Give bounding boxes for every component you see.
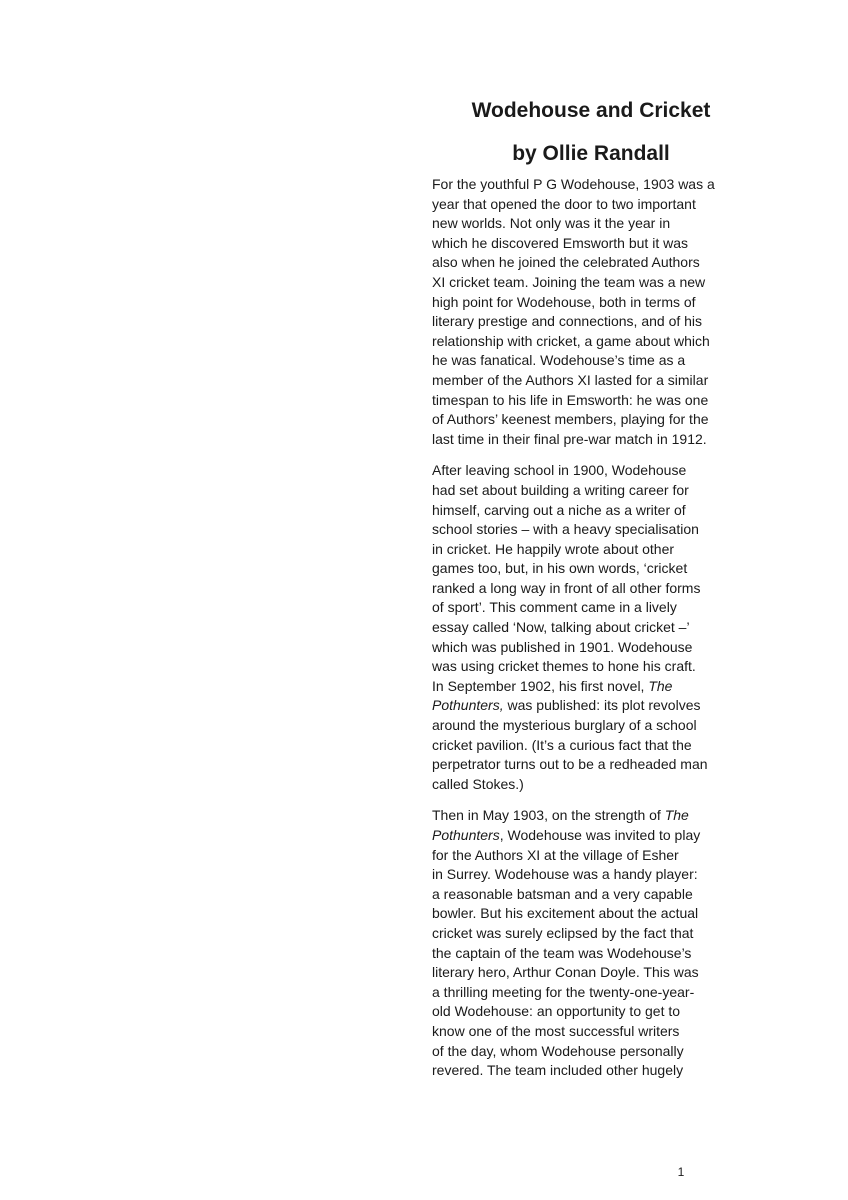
- text-line: [432, 253, 750, 273]
- text-line: [432, 351, 750, 371]
- text-run: which he discovered Emsworth but it was: [432, 234, 688, 251]
- text-line: [432, 559, 750, 579]
- text-line: [432, 540, 750, 560]
- paragraph-gap: [432, 794, 750, 806]
- text-line: [432, 865, 750, 885]
- text-run: around the mysterious burglary of a school: [432, 717, 697, 734]
- text-run: had set about building a writing career for: [432, 481, 689, 498]
- text-run: last time in their final pre-war match in 1912.: [432, 430, 707, 447]
- text-run: a reasonable batsman and a very capable: [432, 885, 693, 902]
- text-line: [432, 1002, 750, 1022]
- text-line: [432, 1061, 750, 1081]
- text-run: ranked a long way in front of all other forms: [432, 579, 701, 596]
- text-run: was using cricket themes to hone his craft.: [432, 658, 696, 675]
- text-line: [432, 175, 750, 195]
- text-run: member of the Authors XI lasted for a similar: [432, 371, 709, 388]
- paragraph-gap: [432, 449, 750, 461]
- text-line: [432, 430, 750, 450]
- text-line: [432, 638, 750, 658]
- text-line: [432, 234, 750, 254]
- text-run: cricket pavilion. (It’s a curious fact that the: [432, 736, 692, 753]
- italic-text: Pothunters,: [432, 697, 504, 714]
- text-line: [432, 983, 750, 1003]
- text-run: school stories – with a heavy specialisation: [432, 521, 699, 538]
- text-run: was published: its plot revolves: [503, 697, 701, 714]
- text-line: [432, 696, 750, 716]
- text-run: Then in May 1903, on the strength of: [432, 807, 665, 824]
- text-line: [432, 312, 750, 332]
- text-run: For the youthful P G Wodehouse, 1903 was a: [432, 176, 715, 192]
- text-line: [432, 598, 750, 618]
- text-run: timespan to his life in Emsworth: he was one: [432, 391, 709, 408]
- text-run: After leaving school in 1900, Wodehouse: [432, 462, 687, 479]
- text-run: revered. The team included other hugely: [432, 1062, 684, 1079]
- text-line: [432, 924, 750, 944]
- text-line: [432, 332, 750, 352]
- text-run: cricket was surely eclipsed by the fact that: [432, 924, 694, 941]
- text-run: year that opened the door to two important: [432, 195, 696, 212]
- text-line: [432, 885, 750, 905]
- text-run: old Wodehouse: an opportunity to get to: [432, 1003, 681, 1020]
- text-line: [432, 904, 750, 924]
- text-run: in Surrey. Wodehouse was a handy player:: [432, 866, 698, 883]
- text-line: [432, 716, 750, 736]
- text-run: of Authors’ keenest members, playing for the: [432, 411, 709, 428]
- text-run: know one of the most successful writers: [432, 1022, 680, 1039]
- paragraph: [432, 175, 750, 449]
- text-run: perpetrator turns out to be a redheaded man: [432, 756, 708, 773]
- text-line: [432, 579, 750, 599]
- italic-text: Pothunters: [432, 827, 500, 843]
- text-line: [432, 826, 750, 846]
- text-line: [432, 846, 750, 866]
- text-run: new worlds. Not only was it the year in: [432, 215, 671, 232]
- text-run: high point for Wodehouse, both in terms of: [432, 293, 696, 310]
- text-line: [432, 677, 750, 697]
- text-run: of sport’. This comment came in a lively: [432, 599, 677, 616]
- text-line: [432, 1042, 750, 1062]
- text-line: [432, 775, 750, 795]
- text-run: XI cricket team. Joining the team was a new: [432, 273, 706, 290]
- article-body: [432, 175, 750, 1081]
- text-line: [432, 371, 750, 391]
- text-run: which was published in 1901. Wodehouse: [432, 638, 693, 655]
- text-line: [432, 755, 750, 775]
- article-title: Wodehouse and Cricket: [471, 99, 711, 122]
- text-line: [432, 806, 750, 826]
- text-run: in cricket. He happily wrote about other: [432, 540, 675, 557]
- text-line: [432, 293, 750, 313]
- text-line: [432, 501, 750, 521]
- italic-text: The: [648, 677, 673, 694]
- text-line: [432, 214, 750, 234]
- text-run: bowler. But his excitement about the actual: [432, 905, 699, 922]
- text-line: [432, 410, 750, 430]
- text-line: [432, 944, 750, 964]
- text-line: [432, 618, 750, 638]
- text-run: called Stokes.): [432, 775, 524, 792]
- text-run: the captain of the team was Wodehouse’s: [432, 944, 692, 961]
- text-line: [432, 657, 750, 677]
- text-line: [432, 273, 750, 293]
- text-run: literary hero, Arthur Conan Doyle. This was: [432, 964, 699, 981]
- text-run: essay called ‘Now, talking about cricket –’: [432, 619, 690, 636]
- page-number: 1: [677, 1165, 685, 1179]
- text-run: literary prestige and connections, and of his: [432, 313, 703, 330]
- italic-text: The: [664, 807, 689, 824]
- text-line: [432, 481, 750, 501]
- text-run: , Wodehouse was invited to play: [499, 827, 701, 843]
- text-run: In September 1902, his first novel,: [432, 677, 649, 694]
- text-run: also when he joined the celebrated Authors: [432, 254, 700, 271]
- text-line: [432, 963, 750, 983]
- text-line: [432, 391, 750, 411]
- article-author: by Ollie Randall: [512, 142, 670, 165]
- text-run: relationship with cricket, a game about which: [432, 332, 710, 349]
- text-run: games too, but, in his own words, ‘cricket: [432, 560, 688, 577]
- text-line: [432, 1022, 750, 1042]
- article-column: [432, 96, 750, 1081]
- text-line: [432, 520, 750, 540]
- text-run: a thrilling meeting for the twenty-one-year-: [432, 983, 695, 1000]
- paragraph: [432, 806, 750, 1080]
- text-line: [432, 736, 750, 756]
- text-line: [432, 461, 750, 481]
- text-run: he was fanatical. Wodehouse’s time as a: [432, 352, 686, 369]
- text-line: [432, 195, 750, 215]
- text-run: for the Authors XI at the village of Esher: [432, 846, 679, 863]
- text-run: of the day, whom Wodehouse personally: [432, 1042, 684, 1059]
- paragraph: [432, 461, 750, 794]
- text-run: himself, carving out a niche as a writer of: [432, 501, 686, 518]
